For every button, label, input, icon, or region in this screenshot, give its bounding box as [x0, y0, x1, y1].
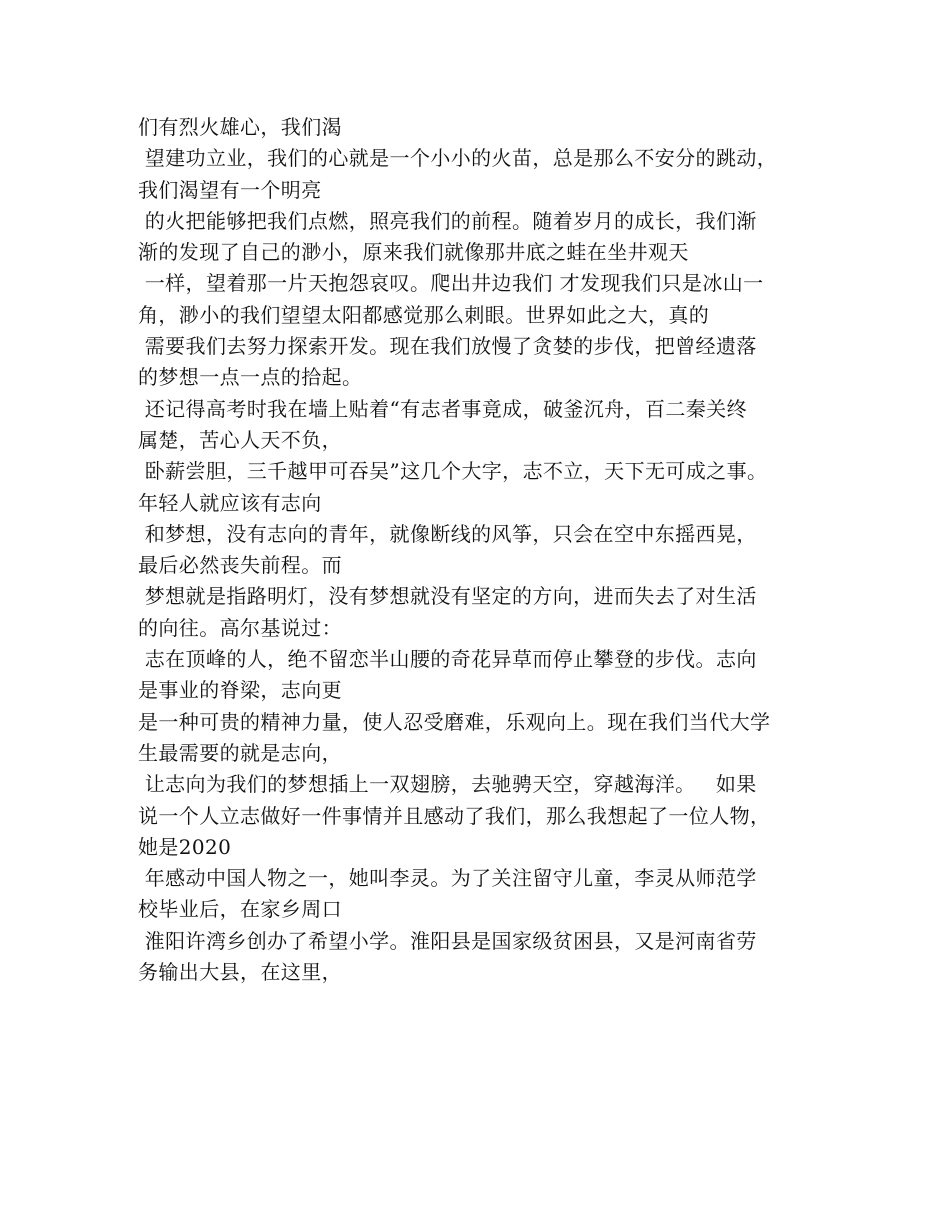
text-line: 一样，望着那一片天抱怨哀叹。爬出井边我们 才发现我们只是冰山一 [138, 271, 764, 296]
text-line: 是一种可贵的精神力量，使人忍受磨难，乐观向上。现在我们当代大学 [138, 709, 771, 734]
text-line: 务输出大县，在这里， [138, 960, 342, 985]
document-body [138, 112, 838, 988]
text-line: 我们渴望有一个明亮 [138, 177, 322, 202]
text-line: 梦想就是指路明灯，没有梦想就没有坚定的方向，进而失去了对生活 [138, 584, 757, 609]
text-line: 淮阳许湾乡创办了希望小学。淮阳县是国家级贫困县，又是河南省劳 [138, 928, 757, 953]
text-line: 属楚，苦心人天不负， [138, 427, 342, 452]
text-line: 是事业的脊梁，志向更 [138, 678, 342, 703]
text-line: 年轻人就应该有志向 [138, 490, 322, 515]
text-line: 的向往。高尔基说过： [138, 615, 342, 640]
text-line: 需要我们去努力探索开发。现在我们放慢了贪婪的步伐，把曾经遗落 [138, 334, 757, 359]
text-line: 让志向为我们的梦想插上一双翅膀，去驰骋天空，穿越海洋。 如果 [138, 772, 757, 797]
text-line: 的梦想一点一点的拾起。 [138, 365, 363, 390]
text-line: 志在顶峰的人，绝不留恋半山腰的奇花异草而停止攀登的步伐。志向 [138, 647, 757, 672]
text-line: 角，渺小的我们望望太阳都感觉那么刺眼。世界如此之大，真的 [138, 302, 710, 327]
text-line: 渐的发现了自己的渺小，原来我们就像那井底之蛙在坐井观天 [138, 240, 689, 265]
text-line: 生最需要的就是志向， [138, 740, 342, 765]
text-line: 她是2020 [138, 834, 232, 859]
text-line: 校毕业后，在家乡周口 [138, 897, 342, 922]
text-line: 们有烈火雄心，我们渴 [138, 115, 342, 139]
text-line: 最后必然丧失前程。而 [138, 553, 342, 578]
text-line: 说一个人立志做好一件事情并且感动了我们，那么我想起了一位人物， [138, 803, 771, 828]
text-line: 的火把能够把我们点燃，照亮我们的前程。随着岁月的成长，我们渐 [138, 208, 757, 233]
text-line: 望建功立业，我们的心就是一个小小的火苗，总是那么不安分的跳动， [138, 146, 778, 171]
text-line: 和梦想，没有志向的青年，就像断线的风筝，只会在空中东摇西晃， [138, 521, 757, 546]
text-line: 还记得高考时我在墙上贴着“有志者事竟成，破釜沉舟，百二秦关终 [138, 396, 747, 421]
text-line: 年感动中国人物之一，她叫李灵。为了关注留守儿童，李灵从师范学 [138, 866, 757, 891]
text-line: 卧薪尝胆，三千越甲可吞吴”这几个大字，志不立，天下无可成之事。 [138, 459, 768, 484]
